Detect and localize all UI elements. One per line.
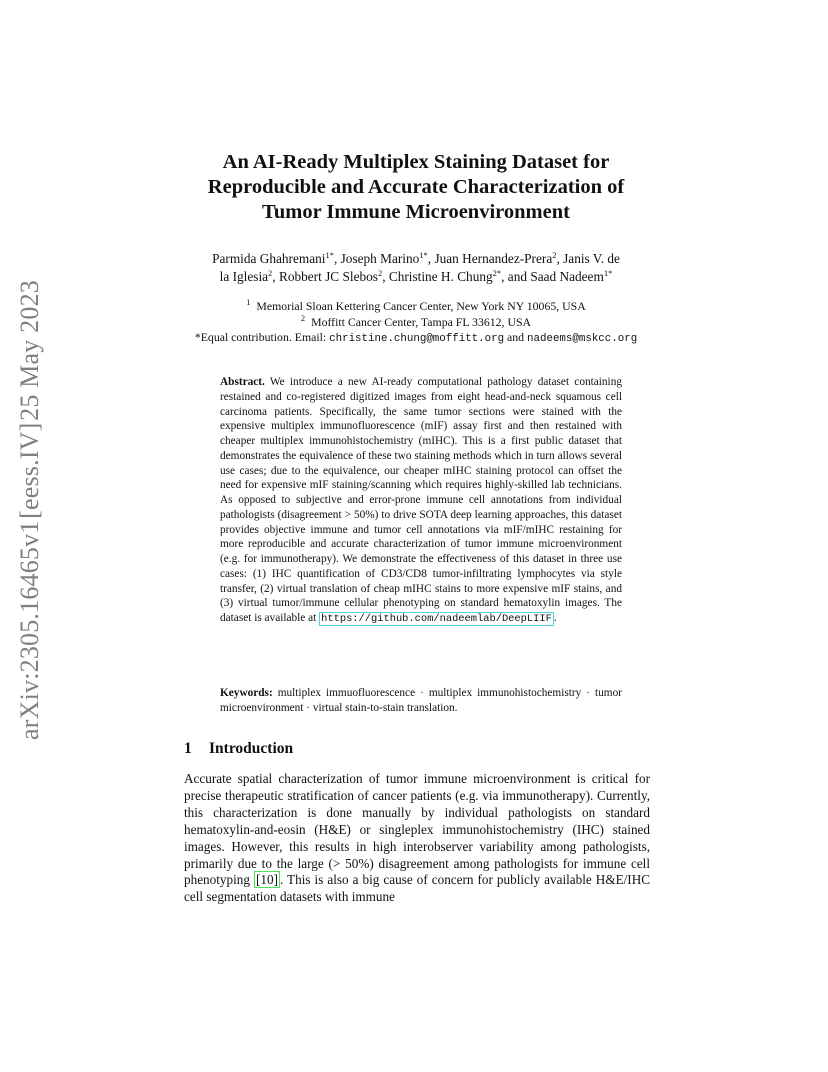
author-affiliation-mark: 1* [419,250,428,260]
author-affiliation-mark: 2* [492,268,502,278]
author-affiliation-mark: 1* [325,250,334,260]
author-line-1 [176,250,656,268]
affiliation-number: 1 [246,297,251,307]
author-name: Robbert JC Slebos [278,269,378,284]
keywords-label: Keywords: [220,687,273,699]
email-link-2[interactable]: nadeems@mskcc.org [527,333,638,345]
section-number: 1 [184,740,192,757]
contact-line [170,329,662,348]
author-affiliation-mark: 1* [603,268,613,278]
affiliation-text: Moffitt Cancer Center, Tampa FL 33612, USA [311,315,532,329]
author-name: Christine H. Chung [388,269,493,284]
intro-paragraph [184,771,650,906]
dataset-link[interactable]: https://github.com/nadeemlab/DeepLIIF [321,613,552,625]
affiliation-1 [170,298,662,315]
author-separator: , [556,251,564,266]
arxiv-id: arXiv:2305.16465v1 [15,520,44,740]
paper-title-line-1: An AI-Ready Multiplex Staining Dataset for [222,151,610,173]
arxiv-category: [eess.IV] [15,422,44,519]
author-affiliation-mark: 2 [552,250,557,260]
author-name: Janis V. de [563,251,620,266]
intro-text: Accurate spatial characterization of tumor immune microenvironment is critical for precise therapeutic stratification of cancer patients (e.g. via immunotherapy). Currently, this characterization is done manually by individual pathologists on standard hematoxylin-and-eosin (H&E) or singleplex immunohistochemistry (IHC) stained images. However, this results in high interobserver variability among pathologists, primarily due to the large (> 50%) disagreement among pathologists for immune cell phenotyping [184,771,650,888]
arxiv-date: 25 May 2023 [15,280,44,421]
author-name: la Iglesia [219,269,269,284]
author-line-2 [176,268,656,286]
author-separator: , [272,269,279,284]
citation-link[interactable]: [10] [255,872,278,888]
abstract [220,375,622,627]
author-name: Saad Nadeem [530,269,604,284]
author-separator: , [382,269,389,284]
section-title: Introduction [209,740,294,757]
contact-joiner: and [504,330,528,344]
abstract-end: . [553,612,557,624]
arxiv-stamp [6,280,54,740]
keywords-text: multiplex immuofluorescence · multiplex immunohistochemistry · tumor microenvironment · virtual stain-to-stain translation. [220,687,622,714]
author-name: Juan Hernandez-Prera [434,251,553,266]
intro-text-continued: . This is also a big cause of concern for publicly available H&E/IHC cell segmentation datasets with immune [184,872,651,905]
paper-title-line-3: Tumor Immune Microenvironment [262,201,570,223]
author-separator: , [333,251,341,266]
email-link-1[interactable]: christine.chung@moffitt.org [329,333,505,345]
section-heading [184,740,293,758]
abstract-text: We introduce a new AI-ready computational pathology dataset containing restained and co-registered digitized images from eight head-and-neck squamous cell carcinoma patients. Specifically, the same tumor sections were stained with the expensive multiplex immunofluorescence (mIF) assay first and then restained with cheaper multiplex immunohistochemistry (mIHC). This is a first public dataset that demonstrates the equivalence of these two staining methods which in turn allows several use cases; due to the equivalence, our cheaper mIHC staining protocol can offset the need for expensive mIF staining/scanning which requires highly-skilled lab technicians. As opposed to subjective and error-prone immune cell annotations from individual pathologists (disagreement > 50%) to drive SOTA deep learning approaches, this dataset provides objective immune and tumor cell annotations via mIF/mIHC restaining for more reproducible and accurate characterization of tumor immune microenvironment (e.g. for immunotherapy). We demonstrate the effectiveness of this dataset in three use cases: (1) IHC quantification of CD3/CD8 tumor-infiltrating lymphocytes via style transfer, (2) virtual translation of cheap mIHC stains to more expensive mIF stains, and (3) virtual tumor/immune cellular phenotyping on standard hematoxylin images. The dataset is available at [220,376,622,624]
author-affiliation-mark: 2 [268,268,273,278]
abstract-label: Abstract. [220,376,265,388]
affiliation-number: 2 [300,313,306,323]
author-name: Parmida Ghahremani [212,251,326,266]
author-affiliation-mark: 2 [377,268,383,278]
contact-prefix: *Equal contribution. Email: [194,330,330,344]
author-separator: , [427,251,435,266]
author-name: Joseph Marino [340,251,420,266]
author-separator: , and [501,269,531,284]
affiliation-text: Memorial Sloan Kettering Cancer Center, New York NY 10065, USA [256,299,586,313]
paper-title-line-2: Reproducible and Accurate Characterization of [207,176,625,198]
keywords [220,686,622,716]
